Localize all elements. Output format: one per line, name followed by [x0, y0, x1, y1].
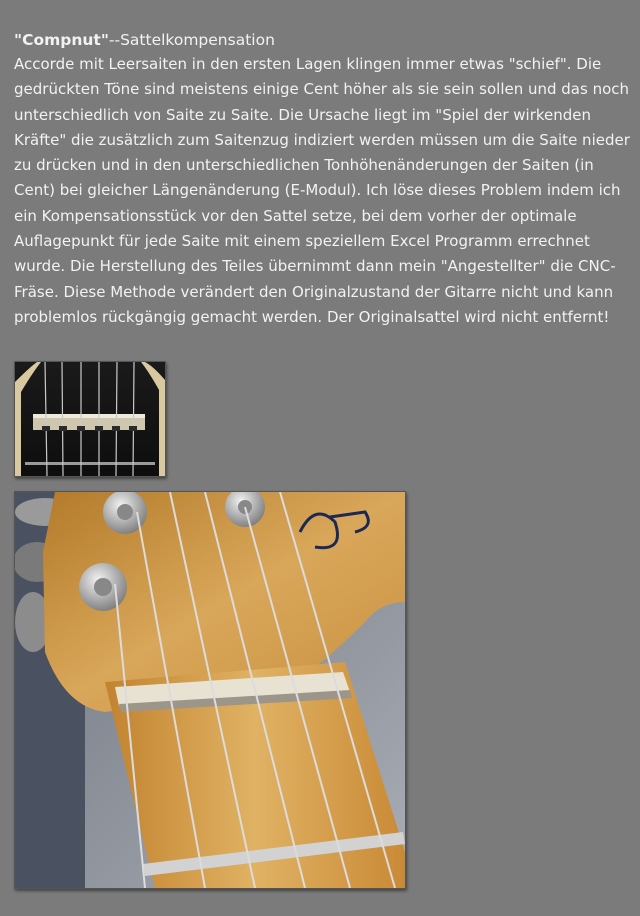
- article-body: Accorde mit Leersaiten in den ersten Lagen klingen immer etwas "schief". Die gedrückten Töne sind meistens einige Cent höher als sie sein sollen und das noch unterschiedlich von Saite zu Saite. Die Ursache liegt im "Spiel der wirkenden Kräfte" die zusätzlich zum Saitenzug indiziert werden müssen um die Saite nieder zu drücken und in den unterschiedlichen Tonhöhenänderungen der Saiten (in Cent) bei gleicher Längenänderung (E-Modul). Ich löse dieses Problem indem ich ein Kompensationsstück vor den Sattel setze, bei dem vorher der optimale Auflagepunkt für jede Saite mit einem speziellem Excel Programm errechnet wurde. Die Herstellung des Teiles übernimmt dann mein "Angestellter" die CNC-Fräse. Diese Methode verändert den Originalzustand der Gitarre nicht und kann problemlos rückgängig gemacht werden. Der Originalsattel wird nicht entfernt!: [14, 55, 630, 326]
- nut-thumbnail-image[interactable]: [14, 361, 166, 477]
- article-title-strong: "Compnut": [14, 31, 109, 49]
- article-title: [14, 28, 630, 52]
- headstock-photo-image[interactable]: [14, 491, 406, 889]
- article-title-rest: --Sattelkompensation: [108, 31, 275, 49]
- article: [14, 28, 630, 330]
